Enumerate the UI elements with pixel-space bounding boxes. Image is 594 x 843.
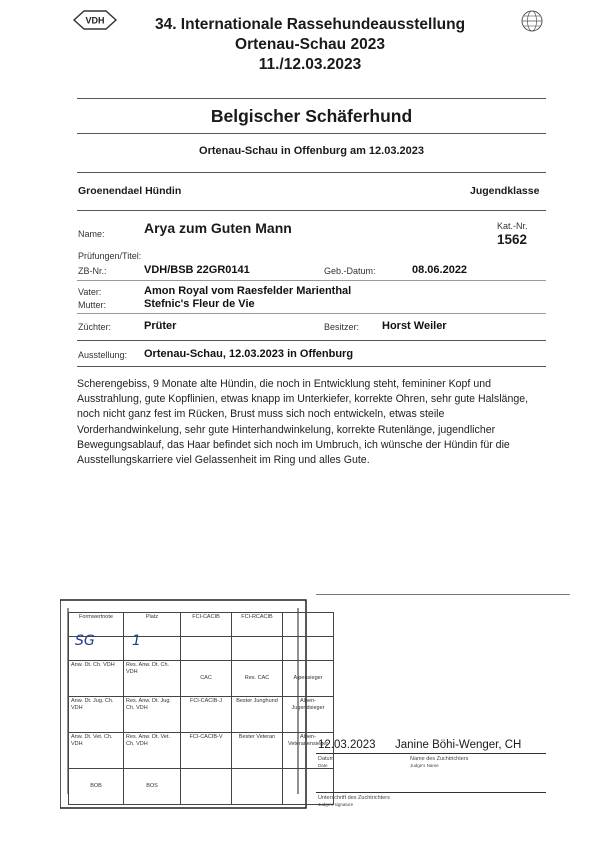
class: Jugendklasse xyxy=(470,185,540,197)
katnr-label: Kat.-Nr. xyxy=(497,221,528,231)
signature-date: 12.03.2023 xyxy=(318,739,376,751)
breed-title: Belgischer Schäferhund xyxy=(210,106,413,126)
title-alpen-jugendsieger: Alpen-Jugendsieger xyxy=(283,697,334,733)
dam: Stefnic's Fleur de Vie xyxy=(144,298,255,310)
title-cac: CAC xyxy=(181,661,232,697)
breeder: Prüter xyxy=(144,320,177,332)
zb-label: ZB-Nr.: xyxy=(78,266,107,276)
grade-header-empty xyxy=(283,613,334,637)
title-cacib-v: FCI-CACIB-V xyxy=(181,733,232,769)
grade-cell xyxy=(232,769,283,805)
title-res-anw-dt-ch: Res. Anw. Dt. Ch. VDH xyxy=(124,661,181,697)
title-alpensieger: Alpensieger xyxy=(283,661,334,697)
zb-number: VDH/BSB 22GR0141 xyxy=(144,264,250,276)
title-cacib-j: FCI-CACIB-J xyxy=(181,697,232,733)
handwritten-place: 1 xyxy=(124,637,181,661)
variety: Groenendael Hündin xyxy=(78,185,182,197)
name-label: Name: xyxy=(78,229,105,239)
judge-name-en-label: Judge's Name xyxy=(410,763,439,768)
title-res-cac: Res. CAC xyxy=(232,661,283,697)
exhibition: Ortenau-Schau, 12.03.2023 in Offenburg xyxy=(144,348,354,360)
title-bester-veteran: Bester Veteran xyxy=(232,733,283,769)
title-anw-dt-ch: Anw. Dt. Ch. VDH xyxy=(69,661,124,697)
signature-en-label: Judge's signature xyxy=(318,802,354,807)
katnr: 1562 xyxy=(497,232,528,247)
title-bob: BOB xyxy=(69,769,124,805)
grade-table xyxy=(68,612,334,805)
owner: Horst Weiler xyxy=(382,320,447,332)
birth-date: 08.06.2022 xyxy=(412,264,468,276)
grade-header-platz: Platz xyxy=(124,613,181,637)
title-anw-jug: Anw. Dt. Jug. Ch. VDH xyxy=(69,697,124,733)
mutter-label: Mutter: xyxy=(78,300,107,310)
fci-globe-logo xyxy=(521,10,543,32)
title-anw-vet: Anw. Dt. Vet. Ch. VDH xyxy=(69,733,124,769)
sire: Amon Royal vom Raesfelder Marienthal xyxy=(144,285,352,297)
judge-name-label: Name des Zuchtrichters xyxy=(410,756,469,762)
grade-header-formwert: Formwertnote xyxy=(69,613,124,637)
svg-text:VDH: VDH xyxy=(85,15,105,26)
geb-label: Geb.-Datum: xyxy=(324,266,376,276)
grade-cell xyxy=(181,769,232,805)
dog-name: Arya zum Guten Mann xyxy=(144,220,292,236)
grade-header-cacib: FCI-CACIB xyxy=(181,613,232,637)
grade-cell xyxy=(283,637,334,661)
header-title: 34. Internationale Rassehundeausstellung xyxy=(154,16,466,33)
judge-name: Janine Böhi-Wenger, CH xyxy=(395,739,522,751)
grade-cell xyxy=(232,637,283,661)
title-res-anw-vet: Res. Anw. Dt. Vet. Ch. VDH xyxy=(124,733,181,769)
besitzer-label: Besitzer: xyxy=(324,322,360,332)
title-res-anw-jug: Res. Anw. Dt. Jug. Ch. VDH xyxy=(124,697,181,733)
signature-label: Unterschrift des Zuchtrichters xyxy=(318,795,390,801)
show-line: Ortenau-Schau in Offenburg am 12.03.2023 xyxy=(199,145,424,157)
pruefungen-label: Prüfungen/Titel: xyxy=(78,251,142,261)
grade-cell xyxy=(181,637,232,661)
judge-critique: Scherengebiss, 9 Monate alte Hündin, die noch in Entwicklung steht, femininer Kopf und Ausstrahlung, gute Kopflinien, etwas knapp im Unterkiefer, korrekte Ohren, sehr gute Halslänge, noch nicht ganz fest im Rücken, Brust muss sich noch entwickeln, etwas steile Vorderhandwinkelung, sehr gute Hinterhandwinkelung, korrekte Rutenlänge, jugendlicher Bewegungsablauf, das Haar befindet sich noch im Umbruch, ich wünsche der Hündin für die Ausstellungskarriere viel Gelassenheit im Ring und alles Gute. xyxy=(77,378,529,467)
ausstellung-label: Ausstellung: xyxy=(78,350,128,360)
title-bester-junghund: Bester Junghund xyxy=(232,697,283,733)
date-en-label: Date xyxy=(318,763,328,768)
datum-label: Datum xyxy=(318,756,335,762)
header-dates: 11./12.03.2023 xyxy=(258,56,362,73)
title-alpen-veteranensieger: Alpen-Veteranensieger xyxy=(283,733,334,769)
vater-label: Vater: xyxy=(78,287,102,297)
header-show: Ortenau-Schau 2023 xyxy=(235,36,385,53)
title-bos: BOS xyxy=(124,769,181,805)
grade-header-rcacib: FCI-RCACIB xyxy=(232,613,283,637)
handwritten-grade: SG xyxy=(69,637,124,661)
zuechter-label: Züchter: xyxy=(78,322,112,332)
